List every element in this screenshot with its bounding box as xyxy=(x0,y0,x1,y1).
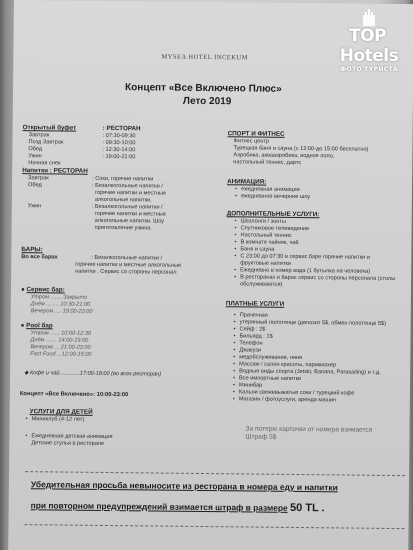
bullet-icon: • xyxy=(25,416,28,423)
drinks-row-text: : Соки, горячие напитки xyxy=(92,175,154,183)
extra-item: В комнате чайник, чай xyxy=(240,239,299,246)
drinks-row-text: алкогольные напитки. Шоу xyxy=(94,217,165,225)
kids-item: Детские стулья в ресторане xyxy=(31,440,105,447)
drinks-row-text: горячие напитки и местные xyxy=(94,210,166,218)
pool-bar-heading: Pool бар xyxy=(26,322,53,330)
bullet-icon: • xyxy=(233,354,236,361)
buffet-section xyxy=(22,124,140,168)
logo-tagline: ФОТО ТУРИСТА xyxy=(340,66,398,73)
bullet-icon: • xyxy=(233,326,236,333)
paid-item: Прачечная xyxy=(239,312,268,319)
bars-text: горячие напитки и местные алкогольные xyxy=(75,261,182,269)
service-bar-section xyxy=(21,286,93,316)
sport-item: Турецкая баня и сауна (с 12:00-до 15:00 бесплатно) xyxy=(233,145,369,153)
drinks-row-name: Завтрак xyxy=(28,175,49,182)
card-penalty-text: За потерю карточки от номера взимается xyxy=(245,425,373,434)
service-bar-row: Вечером .... 19:00-23:00 xyxy=(30,308,93,315)
extra-item: обслуживаются) xyxy=(240,281,283,288)
extra-heading: ДОПОЛНИТЕЛЬНЫЕ УСЛУГИ: xyxy=(226,210,320,219)
extra-services-section xyxy=(226,210,396,289)
logo-brand: TOP Hotels xyxy=(339,26,399,66)
sport-item: Аэробика, аквааэробика, водное поло, xyxy=(233,152,335,160)
sport-section xyxy=(227,130,368,167)
bullet-icon: • xyxy=(232,382,235,389)
paid-item: Магазин / фотоуслуги, аренда машин xyxy=(238,396,337,404)
bullet-icon: ● xyxy=(20,286,25,294)
divider xyxy=(25,524,405,529)
bars-text: напитки . Сервис со стороны персонал xyxy=(75,268,177,276)
buffet-row-name: Позд Завтрак xyxy=(28,139,64,146)
bullet-icon: • xyxy=(233,375,236,382)
pool-bar-row: Днём ....... 14:00-19:00 xyxy=(30,337,89,344)
pool-bar-row: Fast Food ...12:00-15:00 xyxy=(30,351,92,358)
animation-item: ежедневное вечерние шоу xyxy=(240,193,311,200)
pool-bar-section xyxy=(20,322,92,359)
kids-section xyxy=(19,408,112,448)
bullet-icon: • xyxy=(234,267,237,274)
bullet-icon: • xyxy=(234,239,237,246)
buffet-row-name: Обед xyxy=(28,145,43,153)
bullet-icon: • xyxy=(234,186,238,193)
paid-item: Сейф : 2$ xyxy=(239,326,266,333)
bars-text: : Безалкогольные напитки / xyxy=(91,254,163,262)
paid-item: Водные виды спорта (Jetski, Banana, Parasailing) и т.д. xyxy=(239,368,381,376)
sport-item: Фитнес центр xyxy=(233,138,270,145)
paid-item: Джакузи xyxy=(239,347,262,354)
buffet-row-time: : 07:30-09:30 xyxy=(102,132,136,140)
coffee-line xyxy=(24,370,161,378)
bullet-icon: • xyxy=(234,274,237,281)
bullet-icon: • xyxy=(233,347,236,354)
extra-item: Спутниковое телевидение xyxy=(240,225,310,232)
animation-section xyxy=(227,178,310,201)
bullet-icon: ◆ xyxy=(24,370,29,377)
paid-item: Минибар xyxy=(238,382,263,389)
coffee-text: Кофе и чай.............17:00-18:00 (во всех ресторан) xyxy=(29,370,162,378)
card-penalty xyxy=(245,425,372,443)
concept-hours: Концепт «Все Включено»: 10:00-23:00 xyxy=(19,391,129,399)
concept-sheet xyxy=(8,0,413,550)
pool-bar-row: Вечером ... 21:00-23:00 xyxy=(30,344,91,351)
animation-item: ежедневная анимация xyxy=(240,186,300,193)
animation-heading: АНИМАЦИЯ: xyxy=(227,178,267,186)
drinks-row-text: горячие напитки и местные xyxy=(94,189,167,197)
buffet-row-name: Ночная снек xyxy=(28,159,61,167)
bullet-icon: • xyxy=(25,432,28,440)
service-bar-row: Утром ....... Закрыто xyxy=(30,294,88,301)
bars-sub: Во все барах xyxy=(21,253,58,261)
buffet-row-time: : 12:30-14:00 xyxy=(102,146,136,154)
castle-icon xyxy=(361,8,377,26)
buffet-place: : РЕСТОРАН xyxy=(102,124,141,133)
bullet-icon: • xyxy=(234,225,237,232)
paid-item: Телефон xyxy=(239,340,263,347)
bullet-icon: • xyxy=(234,193,237,200)
bullet-icon: • xyxy=(233,312,236,319)
drinks-row-name: Обед xyxy=(28,182,42,189)
extra-item: С 23:00 до 07:30 в сервис баре горячие напитки и xyxy=(240,253,370,261)
page-title: Концепт «Все Включено Плюс» xyxy=(125,82,282,95)
drinks-heading: Напитки : РЕСТОРАН xyxy=(22,167,88,175)
paid-item: медобслуживание, няня xyxy=(239,354,303,361)
buffet-row-time: : 19:00-21:00 xyxy=(102,153,136,161)
page-subtitle: Лето 2019 xyxy=(182,95,232,108)
paid-item: Массаж / салон красоты, парикмахер xyxy=(239,361,337,369)
notice-text-2: при повторном предупреждений взимается штраф в размере xyxy=(30,500,288,513)
bullet-icon: • xyxy=(233,319,236,326)
extra-item: Настольный теннис xyxy=(240,232,292,239)
bullet-icon: • xyxy=(234,232,237,239)
drinks-row-name: Ужин xyxy=(27,202,42,210)
bullet-icon: • xyxy=(233,361,236,368)
sport-heading: СПОРТ И ФИТНЕС xyxy=(227,130,285,138)
bullet-icon: • xyxy=(234,218,237,225)
notice-line-2 xyxy=(31,499,325,516)
paid-item: Все импортные напитки xyxy=(239,375,302,382)
bars-heading: БАРЫ: xyxy=(21,246,43,254)
bullet-icon: ● xyxy=(20,322,25,330)
paid-heading: ПЛАТНЫЕ УСЛУГИ xyxy=(225,300,285,308)
extra-item: Баня и сауна xyxy=(240,246,275,253)
bars-section xyxy=(21,246,181,276)
drinks-row-text: алкогольные напитки. xyxy=(94,196,152,204)
drinks-row-text: : Безалкогольные напитки / xyxy=(91,203,163,211)
paid-item: Бильярд : 1$ xyxy=(239,333,273,340)
kids-item: Ежедневная детская анимация xyxy=(31,433,113,440)
extra-item: фруктовые напитки xyxy=(240,260,292,267)
paid-services-section xyxy=(225,300,386,404)
notice-line-1 xyxy=(31,479,338,493)
drinks-section xyxy=(22,167,167,232)
service-bar-heading: Сервис бар: xyxy=(26,286,65,294)
kids-heading: УСЛУГИ ДЛЯ ДЕТЕЙ xyxy=(29,408,93,416)
bullet-icon: • xyxy=(233,340,236,347)
notice-text-1: Убедительная просьба невыносите из ресторана в номера еду и напитки xyxy=(30,479,338,493)
watermark-logo xyxy=(329,4,409,73)
buffet-row-name: Ужин xyxy=(28,152,42,160)
bullet-icon: • xyxy=(232,389,235,396)
extra-item: Шезлонги / зонты xyxy=(240,218,286,225)
buffet-row-name: Завтрак xyxy=(28,132,50,139)
service-bar-row: Днём ........ 10:30-21:00 xyxy=(30,301,91,308)
bullet-icon: • xyxy=(234,246,237,253)
bullet-icon: • xyxy=(233,333,236,340)
notice-amount: 50 TL . xyxy=(289,501,325,515)
card-penalty-amount: Штраф 5$ xyxy=(245,433,277,442)
paid-item: Кальни свежевыжатые соки / турецкий кофе xyxy=(238,389,355,397)
extra-item: В ресторанах и барах сервис со стороны персонала (столы xyxy=(240,274,396,282)
kids-item: Миниклуб (4-12 лет) xyxy=(31,416,85,423)
divider xyxy=(25,471,405,476)
bullet-icon: • xyxy=(233,368,236,375)
extra-item: Ежедневно в номер вода (1 бутылка на человека) xyxy=(240,267,371,275)
sport-item: настольный теннис, дартс xyxy=(233,159,302,166)
drinks-row-text: : Безалкогольные напитки / xyxy=(92,182,163,190)
pool-bar-row: Утром ...... 10:00-12:30 xyxy=(30,330,92,337)
bullet-icon: • xyxy=(234,253,237,260)
buffet-heading: Открытый буфет xyxy=(22,124,77,132)
buffet-row-time: : 09:30-10:00 xyxy=(102,139,136,147)
bullet-icon: • xyxy=(232,395,235,403)
paid-item: утерянный полотенце (депозит 5$, обмен полотенце 5$) xyxy=(239,319,387,327)
hotel-name: MYSEA HOTEL INCEKUM xyxy=(161,53,248,62)
drinks-row-text: приготовление ужина. xyxy=(94,224,153,232)
